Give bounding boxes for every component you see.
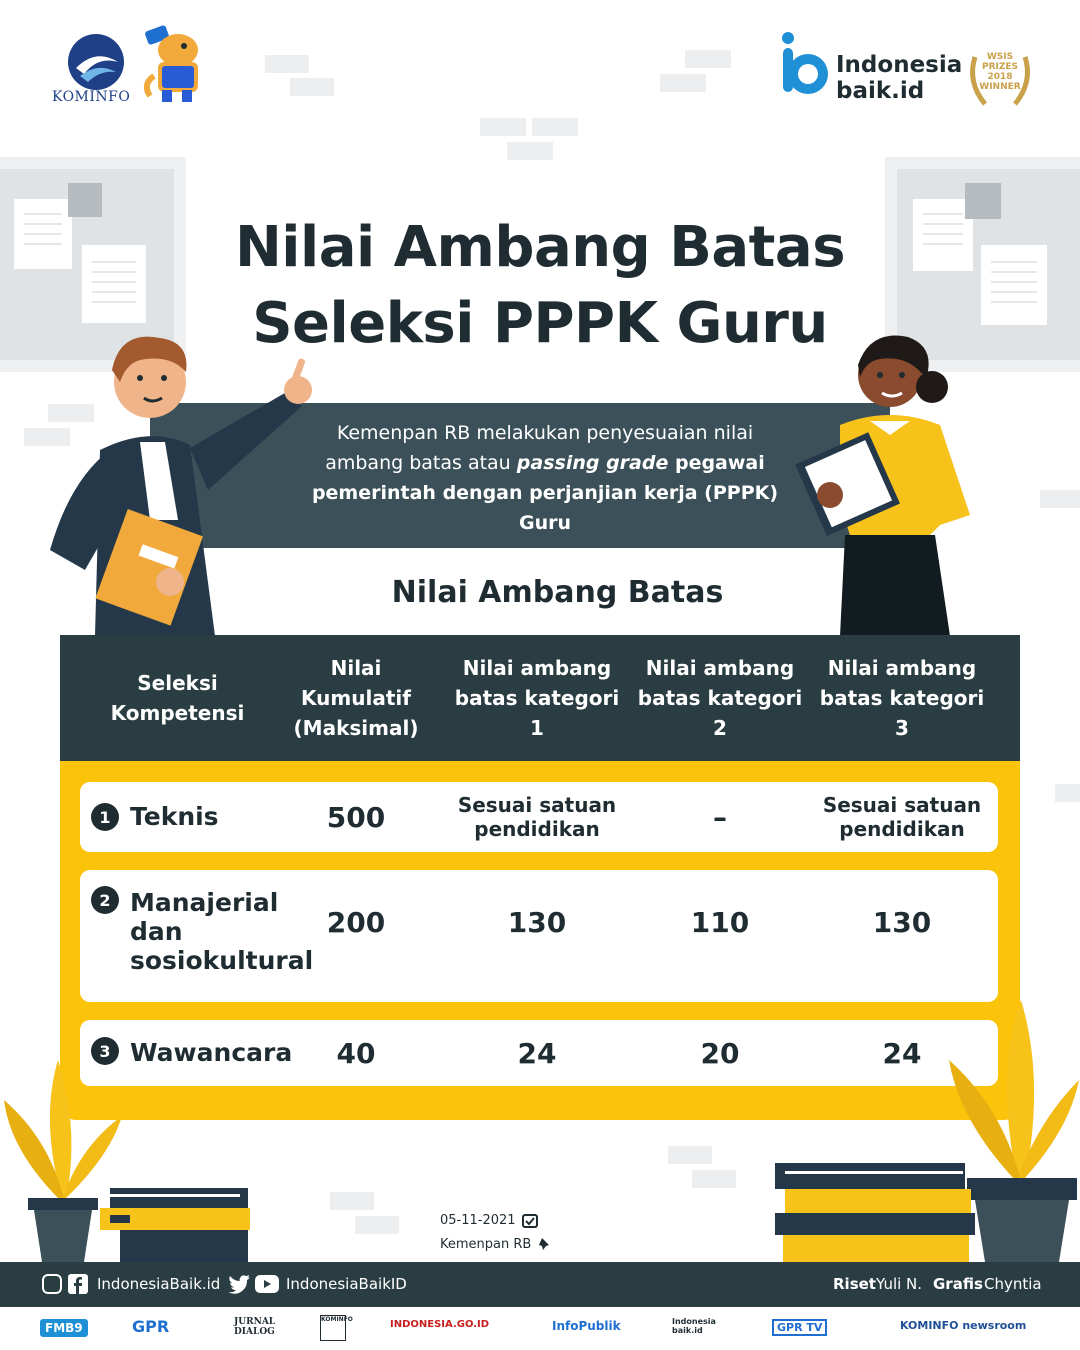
credit-label: Riset xyxy=(833,1275,876,1293)
category2-value: 20 xyxy=(700,1036,740,1070)
brand-line2: baik.id xyxy=(836,78,925,104)
brand-name xyxy=(836,52,962,104)
threshold-table xyxy=(60,635,1020,1120)
max-value: 200 xyxy=(326,905,386,939)
brand-line1: Indonesia xyxy=(836,52,963,78)
max-value: 500 xyxy=(326,800,386,834)
kominfo-label: KOMINFO xyxy=(52,89,131,105)
decor-brick xyxy=(660,74,706,92)
category2-value: 110 xyxy=(690,905,750,939)
partner-logo[interactable]: KOMINFO newsroom xyxy=(900,1319,1027,1332)
youtube-icon[interactable] xyxy=(255,1275,279,1293)
column-header: Seleksi Kompetensi xyxy=(110,671,245,725)
intro-emphasis: passing grade xyxy=(516,452,669,474)
partner-logos xyxy=(0,1307,1080,1350)
book-stack-right xyxy=(775,1163,975,1262)
intro-part1: Kemenpan RB melakukan penyesuaian nilai ambang batas atau xyxy=(325,422,754,474)
award-line1: WSIS xyxy=(986,52,1014,62)
title-line1: Nilai Ambang Batas xyxy=(234,215,846,280)
category1-value: Sesuai satuan pendidikan xyxy=(457,793,617,841)
calendar-icon xyxy=(522,1212,538,1228)
mascot-icon xyxy=(138,24,212,106)
max-value: 40 xyxy=(336,1036,376,1070)
column-header: Nilai ambang batas kategori 1 xyxy=(454,656,620,740)
column-header: Nilai Kumulatif (Maksimal) xyxy=(293,656,419,740)
social-handle[interactable]: IndonesiaBaik.id xyxy=(97,1275,221,1293)
table-row xyxy=(80,870,998,1002)
row-number-badge: 3 xyxy=(91,1037,119,1065)
data-source xyxy=(440,1236,553,1252)
book-stack-left xyxy=(100,1188,250,1262)
category1-value: 130 xyxy=(507,905,567,939)
category3-value: 24 xyxy=(882,1036,922,1070)
partner-logo[interactable]: FMB9 xyxy=(40,1319,88,1337)
decor-brick xyxy=(532,118,578,136)
partner-logo[interactable]: GPR TV xyxy=(772,1319,827,1336)
indonesiabaik-logo xyxy=(780,30,830,105)
column-header: Nilai ambang batas kategori 2 xyxy=(637,656,803,740)
man-illustration xyxy=(40,320,320,636)
social-handle[interactable]: IndonesiaBaikID xyxy=(286,1275,407,1293)
credit-name: Chyntia xyxy=(984,1275,1042,1293)
intro-part2: pegawai pemerintah dengan perjanjian kerja (PPPK) Guru xyxy=(311,452,779,534)
table-row xyxy=(80,782,998,852)
decor-brick xyxy=(668,1146,712,1164)
row-number-badge: 1 xyxy=(91,803,119,831)
partner-logo[interactable]: KOMINFO xyxy=(320,1315,346,1341)
facebook-icon[interactable] xyxy=(68,1274,88,1294)
table-heading: Nilai Ambang Batas xyxy=(391,575,724,610)
table-row xyxy=(80,1020,998,1086)
award-line2: PRIZES xyxy=(981,62,1019,72)
decor-brick xyxy=(685,50,731,68)
credit-name: Yuli N. xyxy=(876,1275,923,1293)
title-line2: Seleksi PPPK Guru xyxy=(252,291,828,356)
partner-logo[interactable]: JURNAL DIALOG xyxy=(234,1317,276,1337)
publish-date xyxy=(440,1212,538,1228)
award-badge xyxy=(976,52,1024,92)
decor-brick xyxy=(265,55,309,73)
pin-icon xyxy=(537,1236,553,1252)
footer-bar xyxy=(0,1262,1080,1307)
credit-label: Grafis xyxy=(933,1275,983,1293)
award-line3: 2018 xyxy=(987,72,1013,82)
decor-brick xyxy=(290,78,334,96)
decor-brick xyxy=(1040,490,1080,508)
partner-logo[interactable]: Indonesia baik.id xyxy=(672,1317,716,1335)
category3-value: Sesuai satuan pendidikan xyxy=(822,793,982,841)
twitter-icon[interactable] xyxy=(228,1275,250,1293)
decor-brick xyxy=(480,118,526,136)
decor-brick xyxy=(330,1192,374,1210)
column-header: Nilai ambang batas kategori 3 xyxy=(819,656,985,740)
category2-value: – xyxy=(713,800,727,834)
row-label: Manajerial dan sosiokultural xyxy=(130,888,314,975)
row-number-badge: 2 xyxy=(91,886,119,914)
table-header xyxy=(60,635,1020,761)
decor-brick xyxy=(1055,784,1080,802)
decor-brick xyxy=(355,1216,399,1234)
category1-value: 24 xyxy=(517,1036,557,1070)
woman-illustration xyxy=(800,325,985,636)
intro-text xyxy=(300,418,790,538)
partner-logo[interactable]: INDONESIA.GO.ID xyxy=(390,1319,490,1330)
decor-brick xyxy=(692,1170,736,1188)
date-text: 05-11-2021 xyxy=(440,1212,516,1228)
instagram-icon[interactable] xyxy=(42,1274,62,1294)
award-line4: WINNER xyxy=(979,82,1021,92)
category3-value: 130 xyxy=(872,905,932,939)
decor-brick xyxy=(507,142,553,160)
partner-logo[interactable]: GPR xyxy=(132,1317,170,1336)
partner-logo[interactable]: InfoPublik xyxy=(552,1319,621,1333)
row-label: Wawancara xyxy=(130,1038,293,1067)
row-label: Teknis xyxy=(130,802,219,831)
source-text: Kemenpan RB xyxy=(440,1236,532,1252)
